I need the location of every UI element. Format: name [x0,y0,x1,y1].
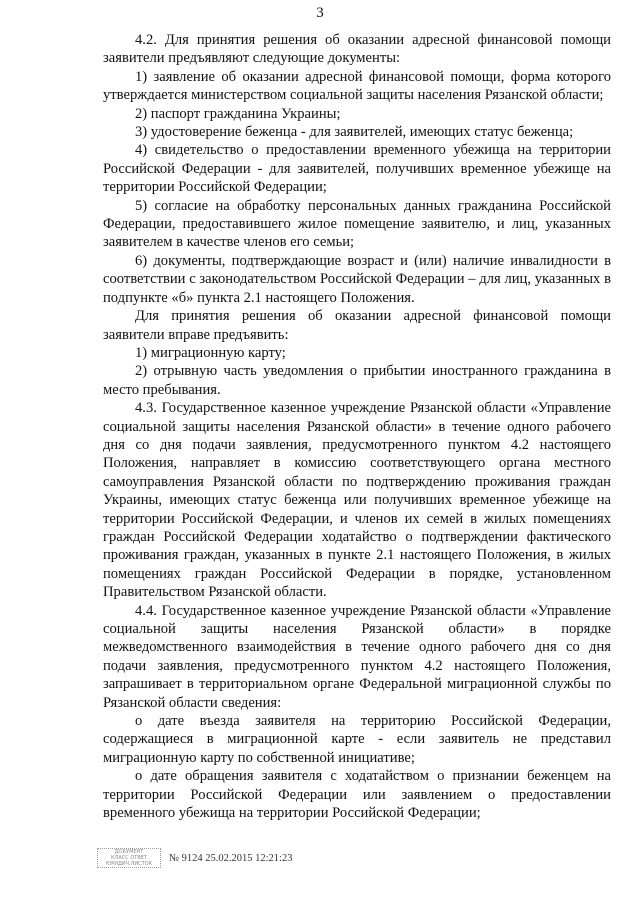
list-item-application-date: о дате обращения заявителя с ходатайством о признании беженцем на территории Российской Федерации или заявлением о предоставлении временного убежища на территории Российской Федерации; [103,768,611,822]
registration-number: № 9124 25.02.2015 12:21:23 [169,852,293,864]
stamp-line: ДОКУМЕНТ [114,849,144,855]
stamp-line: ЮРИДИЧ.ЛИСТОК [105,861,153,867]
list-item-entry-date: о дате въезда заявителя на территорию Российской Федерации, содержащиеся в миграционной карте - если заявитель не представил миграционную карту по собственной инициативе; [103,713,611,766]
paragraph-4-3: 4.3. Государственное казенное учреждение Рязанской области «Управление социальной защиты населения Рязанской области» в течение одного рабочего дня со дня подачи заявления, предусмотренного пунктом 4.2 настоящего Положения, направляет в комиссию соответствующего органа местного самоуправления Рязанской области по подтверждению проживания граждан Украины, имеющих статус беженца или получивших временное убежище на территории Российской Федерации, и членов их семей в жилых помещениях граждан Российской Федерации ходатайство о подтверждении фактического проживания граждан, указанных в пункте 2.1 настоящего Положения, в жилых помещениях граждан Российской Федерации в порядке, установленном Правительством Рязанской области. [103,400,611,601]
paragraph-4-4: 4.4. Государственное казенное учреждение Рязанской области «Управление социальной защиты населения Рязанской области» в порядке межведомственного взаимодействия в течение одного рабочего дня со дня подачи заявления, предусмотренного пунктом 4.2 настоящего Положения, запрашивает в территориальном органе Федеральной миграционной службы по Рязанской области сведения: [103,602,611,711]
registry-stamp [97,848,161,868]
list-item-data-consent: 5) согласие на обработку персональных данных гражданина Российской Федерации, предоставившего жилое помещение заявителю, и лиц, указанных заявителем в качестве членов его семьи; [103,197,611,251]
list-item-arrival-notice: 2) отрывную часть уведомления о прибытии иностранного гражданина в место пребывания. [103,363,611,398]
list-item-application: 1) заявление об оказании адресной финансовой помощи, форма которого утверждается министерством социальной защиты населения Рязанской области; [103,68,611,104]
list-item-age-disability-docs: 6) документы, подтверждающие возраст и (или) наличие инвалидности в соответствии с законодательством Российской Федерации – для лиц, указанных в подпункте «б» пункта 2.1 настоящего Положения. [103,252,611,306]
list-item-migration-card: 1) миграционную карту; [135,344,286,361]
page-number: 3 [316,5,324,21]
list-item-passport: 2) паспорт гражданина Украины; [135,105,341,122]
list-item-asylum-certificate: 4) свидетельство о предоставлении временного убежища на территории Российской Федерации - для заявителей, получивших временное убежище на территории Российской Федерации; [103,142,611,196]
paragraph-optional-docs: Для принятия решения об оказании адресной финансовой помощи заявители вправе предъявить: [103,308,611,343]
stamp-line: КЛАСС ОТВЕТ [111,855,147,861]
document-body [103,31,611,822]
list-item-refugee-certificate: 3) удостоверение беженца - для заявителей, имеющих статус беженца; [135,124,574,141]
document-footer [97,848,292,868]
paragraph-4-2-intro: 4.2. Для принятия решения об оказании адресной финансовой помощи заявители предъявляют следующие документы: [103,32,611,67]
